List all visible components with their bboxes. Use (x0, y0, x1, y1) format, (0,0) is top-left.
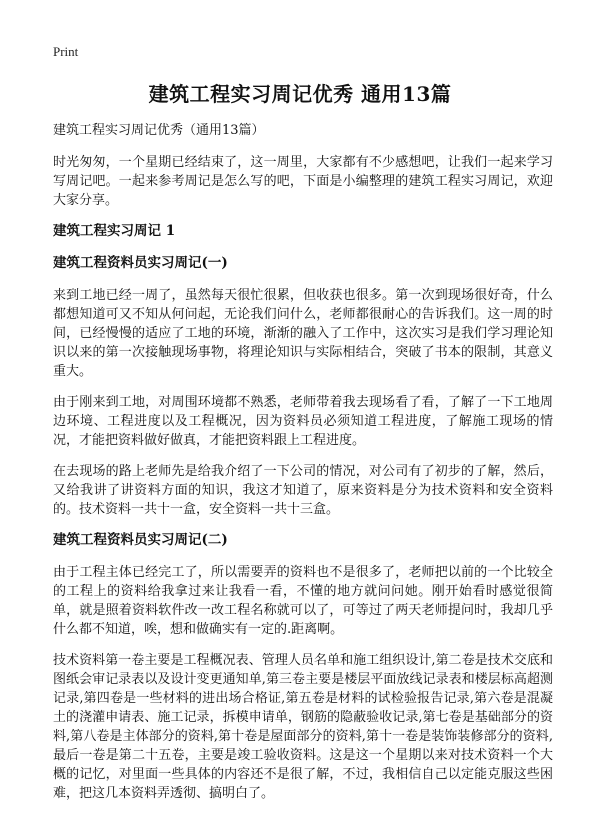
paragraph: 由于刚来到工地，对周围环境都不熟悉，老师带着我去现场看了看，了解了一下工地周边环境、工程进度以及工程概况，因为资料员必须知道工程进度，了解施工现场的情况，才能把资料做好做真，才能把资料跟上工程进度。 (53, 395, 553, 448)
intro-paragraph: 时光匆匆，一个星期已经结束了，这一周里，大家都有不少感想吧，让我们一起来学习写周记吧。一起来参考周记是怎么写的吧，下面是小编整理的建筑工程实习周记，欢迎大家分享。 (53, 155, 553, 208)
paragraph: 由于工程主体已经完工了，所以需要弄的资料也不是很多了，老师把以前的一个比较全的工程上的资料给我拿过来让我看一看，不懂的地方就问问她。刚开始看时感觉很简单，就是照着资料软件改一改工程名称就可以了，可等过了两天老师提问时，我却几乎什么都不知道，唉，想和做确实有一定的.距离啊。 (53, 565, 553, 637)
paragraph: 在去现场的路上老师先是给我介绍了一下公司的情况，对公司有了初步的了解，然后，又给我讲了讲资料方面的知识，我这才知道了，原来资料是分为技术资料和安全资料的。技术资料一共十一盒，安全资料一共十三盒。 (53, 464, 553, 517)
print-label: Print (53, 44, 79, 59)
page-title: 建筑工程实习周记优秀 通用13篇 (148, 82, 452, 106)
subsection-heading-2: 建筑工程资料员实习周记(二) (53, 532, 228, 548)
subsection-heading-1: 建筑工程资料员实习周记(一) (53, 255, 228, 271)
document-subtitle: 建筑工程实习周记优秀（通用13篇） (53, 123, 265, 138)
document-body (53, 121, 553, 815)
paragraph: 技术资料第一卷主要是工程概况表、管理人员名单和施工组织设计,第二卷是技术交底和图纸会审记录表以及设计变更通知单,第三卷主要是楼层平面放线记录表和楼层标高超测记录,第四卷是一些材料的进出场合格证,第五卷是材料的试检验报告记录,第六卷是混凝土的浇灌申请表、施工记录，拆模申请单，钢筋的隐蔽验收记录,第七卷是基础部分的资料,第八卷是主体部分的资料,第十卷是屋面部分的资料,第十一卷是装饰装修部分的资料,最后一卷是第二十五卷，主要是竣工验收资料。这是这一个星期以来对技术资料一个大概的记忆，对里面一些具体的内容还不是很了解，不过，我相信自己以定能克服这些困难，把这几本资料弄透彻、搞明白了。 (53, 653, 553, 801)
section-heading-1: 建筑工程实习周记 1 (53, 223, 176, 239)
paragraph: 来到工地已经一周了，虽然每天很忙很累，但收获也很多。第一次到现场很好奇，什么都想知道可又不知从何问起，无论我们问什么，老师都很耐心的告诉我们。这一周的时间，已经慢慢的适应了工地的环境，渐渐的融入了工作中，这次实习是我们学习理论知识以来的第一次接触现场事物，将理论知识与实际相结合，突破了书本的限制，其意义重大。 (53, 288, 553, 379)
